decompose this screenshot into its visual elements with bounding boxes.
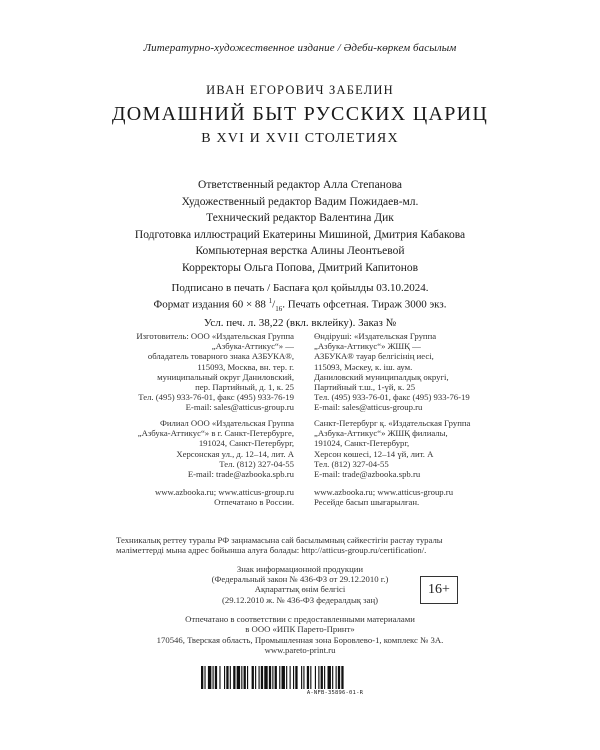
credit-line: Ответственный редактор Алла Степанова <box>198 179 402 191</box>
signed-to-print: Подписано в печать / Баспаға қол қойылды 03.10.2024. <box>171 282 429 294</box>
manufacturer-ru: Изготовитель: ООО «Издательская Группа „Азбука-Аттикус“» — обладатель товарного знака АЗБУКА®, 115093, Москва, вн. тер. г. муниципальный округ Даниловский, пер. Партийный, д. 1, к. 25 Тел. (495) 933-76-01, факс (495) 933-76-19 E-mail: sales@atticus-group.ru <box>136 331 294 413</box>
book-title: ДОМАШНИЙ БЫТ РУССКИХ ЦАРИЦ <box>111 103 489 125</box>
credit-line: Художественный редактор Вадим Пожидаев-мл. <box>181 195 419 208</box>
series-line: Литературно-художественное издание / Әдеби-көркем басылым <box>143 42 457 54</box>
credit-line: Компьютерная верстка Алины Леонтьевой <box>195 245 405 258</box>
branch-kz: Санкт-Петербург қ. «Издательская Группа „Азбука-Аттикус“» ЖШҚ филиалы, 191024, Санкт-Петербург, Херсон көшесі, 12–14 үй, лит. А Тел. (812) 327-04-55 E-mail: trade@azbooka.spb.ru <box>314 418 471 480</box>
sheets-order-line: Усл. печ. л. 38,22 (вкл. вклейку). Заказ № <box>203 316 397 329</box>
credit-line: Подготовка иллюстраций Екатерины Мишиной, Дмитрия Кабакова <box>134 228 466 241</box>
info-product-mark: Знак информационной продукции (Федеральный закон № 436-ФЗ от 29.12.2010 г.) Ақпараттық өнім белгісі (29.12.2010 ж. № 436-ФЗ федералдық заң) <box>211 564 389 605</box>
manufacturer-kz: Өндіруші: «Издательская Группа „Азбука-Аттикус“» ЖШҚ — АЗБУКА® тауар белгісінің иесі, 115093, Мәскеу, к. іш. аум. Даниловский муниципалдық округі, Партийный т.ш., 1-үй, к. 25 Тел. (495) 933-76-01, факс (495) 933-76-19 E-mail: sales@atticus-group.ru <box>314 331 470 413</box>
sites-kz: www.azbooka.ru; www.atticus-group.ru Ресейде басып шығарылған. <box>314 487 454 508</box>
printing-house-info: Отпечатано в соответствии с предоставленными материалами в ООО «ИПК Парето-Принт» 170546, Тверская область, Промышленная зона Боровлево-1, комплекс № 3А. www.pareto-print.ru <box>156 614 444 656</box>
publication-info <box>0 282 600 330</box>
barcode-icon <box>201 666 401 689</box>
certification-notice: Техникалық реттеу туралы РФ заңнамасына сай басылымның сәйкестігін растау туралы мәліметтерді мына адрес бойынша алуға болады: http://atticus-group.ru/certification/. <box>116 535 443 556</box>
credit-line: Корректоры Ольга Попова, Дмитрий Капитонов <box>181 261 419 274</box>
branch-ru: Филиал ООО «Издательская Группа „Азбука-Аттикус“» в г. Санкт-Петербурге, 191024, Санкт-Петербург, Херсонская ул., д. 12–14, лит. А Тел. (812) 327-04-55 E-mail: trade@azbooka.spb.ru <box>137 418 294 480</box>
author-name: ИВАН ЕГОРОВИЧ ЗАБЕЛИН <box>206 83 394 97</box>
book-subtitle: В XVI И XVII СТОЛЕТИЯХ <box>201 131 399 146</box>
credit-line: Технический редактор Валентина Дик <box>206 212 394 225</box>
age-rating-badge: 16+ <box>420 576 458 604</box>
sites-ru: www.azbooka.ru; www.atticus-group.ru Отпечатано в России. <box>154 487 294 508</box>
editorial-credits <box>0 177 600 277</box>
barcode-caption: А-NFB-35896-01-R <box>306 690 364 696</box>
format-line: Формат издания 60 × 88 $^1/_{16}$. Печать офсетная. Тираж 3000 экз. <box>153 297 447 314</box>
